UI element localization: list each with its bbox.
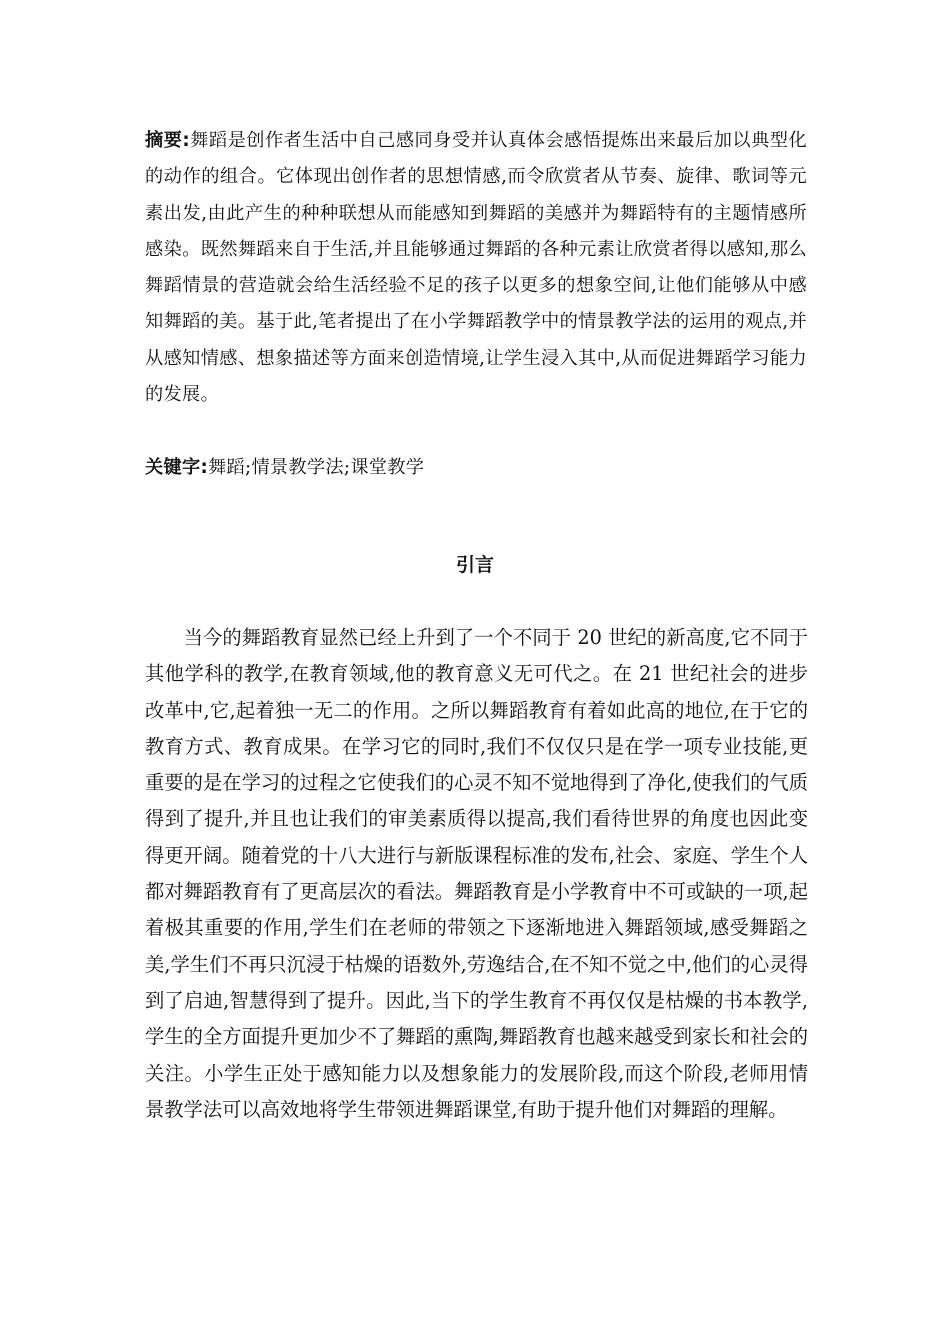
introduction-title: 引言 (455, 554, 494, 576)
keywords-text: 舞蹈;情景教学法;课堂教学 (208, 457, 425, 478)
abstract-text: 舞蹈是创作者生活中自己感同身受并认真体会感悟提炼出来最后加以典型化的动作的组合。它体现出创作者的思想情感,而令欣赏者从节奏、旋律、歌词等元素出发,由此产生的种种联想从而能感知到舞蹈的美感并为舞蹈特有的主题情感所感染。既然舞蹈来自于生活,并且能够通过舞蹈的各种元素让欣赏者得以感知,那么舞蹈情景的营造就会给生活经验不足的孩子以更多的想象空间,让他们能够从中感知舞蹈的美。基于此,笔者提出了在小学舞蹈教学中的情景教学法的运用的观点,并从感知情感、想象描述等方面来创造情境,让学生浸入其中,从而促进舞蹈学习能力的发展。 (145, 130, 807, 406)
keywords-label: 关键字: (145, 457, 209, 478)
introduction-paragraph: 当今的舞蹈教育显然已经上升到了一个不同于 20 世纪的新高度,它不同于其他学科的教学,在教育领域,他的教育意义无可代之。在 21 世纪社会的进步改革中,它,起着独一无二的作用。之所以舞蹈教育有着如此高的地位,在于它的教育方式、教育成果。在学习它的同时,我们不仅仅只是在学一项专业技能,更重要的是在学习的过程之它使我们的心灵不知不觉地得到了净化,使我们的气质得到了提升,并且也让我们的审美素质得以提高,我们看待世界的角度也因此变得更开阔。随着党的十八大进行与新版课程标准的发布,社会、家庭、学生个人都对舞蹈教育有了更高层次的看法。舞蹈教育是小学教育中不可或缺的一项,起着极其重要的作用,学生们在老师的带领之下逐渐地进入舞蹈领域,感受舞蹈之美,学生们不再只沉浸于枯燥的语数外,劳逸结合,在不知不觉之中,他们的心灵得到了启迪,智慧得到了提升。因此,当下的学生教育不再仅仅是枯燥的书本教学,学生的全方面提升更加少不了舞蹈的熏陶,舞蹈教育也越来越受到家长和社会的关注。小学生正处于感知能力以及想象能力的发展阶段,而这个阶段,老师用情景教学法可以高效地将学生带领进舞蹈课堂,有助于提升他们对舞蹈的理解。 (145, 626, 808, 1121)
keywords-line (145, 450, 807, 486)
abstract-paragraph (145, 123, 807, 413)
abstract-label: 摘要: (145, 130, 190, 151)
